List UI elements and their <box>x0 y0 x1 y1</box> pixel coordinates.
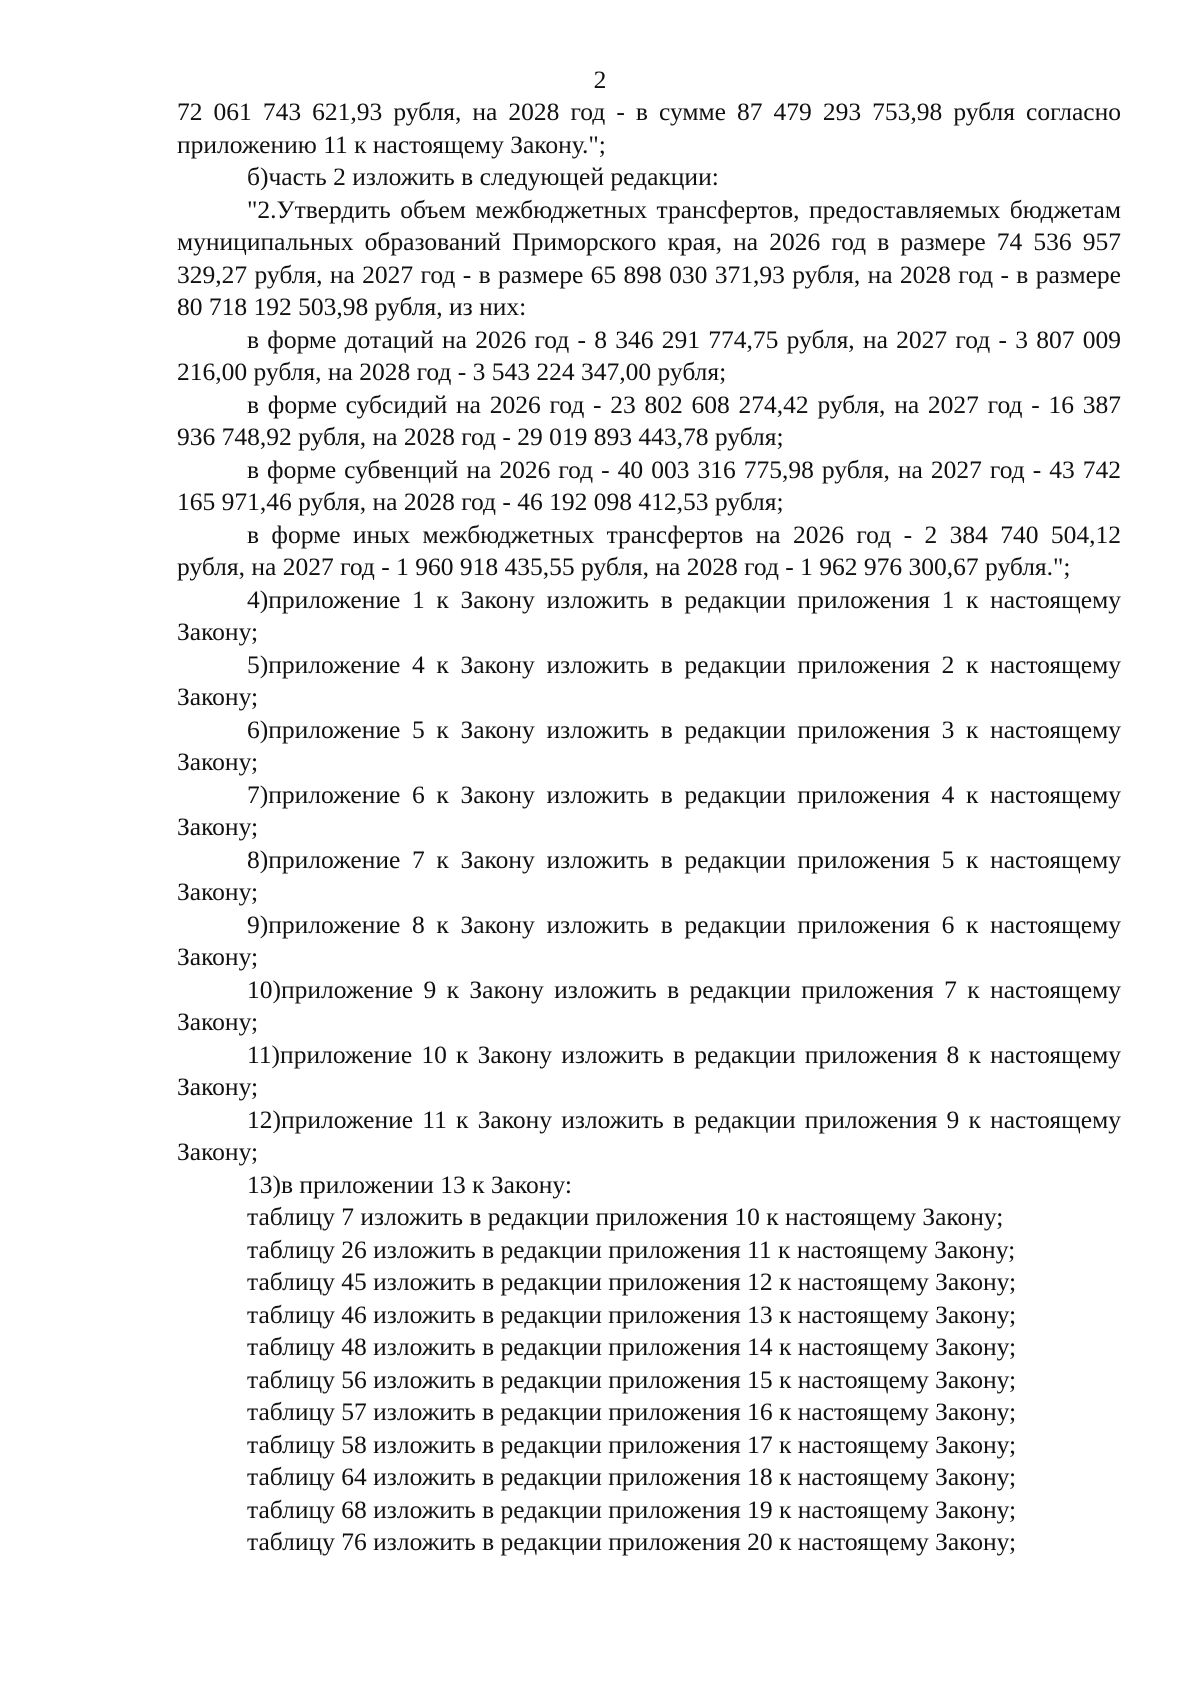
table-amendments-list <box>177 1201 1121 1559</box>
list-item: таблицу 46 изложить в редакции приложения 13 к настоящему Закону; <box>247 1299 1017 1329</box>
paragraph-continuation: 72 061 743 621,93 рубля, на 2028 год - в сумме 87 479 293 753,98 рубля согласно приложению 11 к настоящему Закону."; <box>177 97 1121 159</box>
list-item: таблицу 58 изложить в редакции приложения 17 к настоящему Закону; <box>247 1429 1017 1459</box>
paragraph-item-6: 6)приложение 5 к Закону изложить в редакции приложения 3 к настоящему Закону; <box>177 714 1121 776</box>
list-item: таблицу 76 изложить в редакции приложения 20 к настоящему Закону; <box>247 1527 1017 1556</box>
paragraph-item-8: 8)приложение 7 к Закону изложить в редакции приложения 5 к настоящему Закону; <box>177 844 1121 906</box>
list-item: таблицу 56 изложить в редакции приложения 15 к настоящему Закону; <box>247 1364 1017 1394</box>
list-item: таблицу 26 изложить в редакции приложения 11 к настоящему Закону; <box>247 1234 1016 1264</box>
paragraph-item-5: 5)приложение 4 к Закону изложить в редакции приложения 2 к настоящему Закону; <box>177 649 1121 711</box>
paragraph-other-transfers: в форме иных межбюджетных трансфертов на 2026 год - 2 384 740 504,12 рубля, на 2027 год - 1 960 918 435,55 рубля, на 2028 год - 1 962 976 300,67 рубля."; <box>177 519 1121 581</box>
list-item: таблицу 68 изложить в редакции приложения 19 к настоящему Закону; <box>247 1494 1017 1524</box>
paragraph-item-4: 4)приложение 1 к Закону изложить в редакции приложения 1 к настоящему Закону; <box>177 584 1121 646</box>
list-item: таблицу 7 изложить в редакции приложения 10 к настоящему Закону; <box>247 1202 1004 1231</box>
list-item: таблицу 48 изложить в редакции приложения 14 к настоящему Закону; <box>247 1332 1017 1361</box>
paragraph-item-7: 7)приложение 6 к Закону изложить в редакции приложения 4 к настоящему Закону; <box>177 779 1121 841</box>
paragraph-item-11: 11)приложение 10 к Закону изложить в редакции приложения 8 к настоящему Закону; <box>177 1039 1121 1101</box>
paragraph-part-2-intro: б)часть 2 изложить в следующей редакции: <box>247 162 719 191</box>
list-item: таблицу 64 изложить в редакции приложения 18 к настоящему Закону; <box>247 1462 1017 1491</box>
list-item: таблицу 57 изложить в редакции приложения 16 к настоящему Закону; <box>247 1397 1017 1426</box>
list-item: таблицу 45 изложить в редакции приложения 12 к настоящему Закону; <box>247 1267 1017 1296</box>
paragraph-item-9: 9)приложение 8 к Закону изложить в редакции приложения 6 к настоящему Закону; <box>177 909 1121 971</box>
paragraph-item-13: 13)в приложении 13 к Закону: <box>247 1169 572 1199</box>
page-number: 2 <box>593 65 607 94</box>
document-body <box>177 96 1121 1559</box>
paragraph-item-10: 10)приложение 9 к Закону изложить в редакции приложения 7 к настоящему Закону; <box>177 974 1121 1036</box>
paragraph-item-12: 12)приложение 11 к Закону изложить в редакции приложения 9 к настоящему Закону; <box>177 1104 1121 1166</box>
paragraph-transfers-total: "2.Утвердить объем межбюджетных трансфертов, предоставляемых бюджетам муниципальных образований Приморского края, на 2026 год в размере 74 536 957 329,27 рубля, на 2027 год - в размере 65 898 030 371,93 рубля, на 2028 год - в размере 80 718 192 503,98 рубля, из них: <box>177 194 1121 321</box>
paragraph-subventions: в форме субвенций на 2026 год - 40 003 316 775,98 рубля, на 2027 год - 43 742 165 971,46 рубля, на 2028 год - 46 192 098 412,53 рубля; <box>177 454 1121 516</box>
paragraph-subsidies: в форме субсидий на 2026 год - 23 802 608 274,42 рубля, на 2027 год - 16 387 936 748,92 рубля, на 2028 год - 29 019 893 443,78 рубля; <box>177 389 1121 451</box>
paragraph-dotations: в форме дотаций на 2026 год - 8 346 291 774,75 рубля, на 2027 год - 3 807 009 216,00 рубля, на 2028 год - 3 543 224 347,00 рубля; <box>177 324 1121 386</box>
